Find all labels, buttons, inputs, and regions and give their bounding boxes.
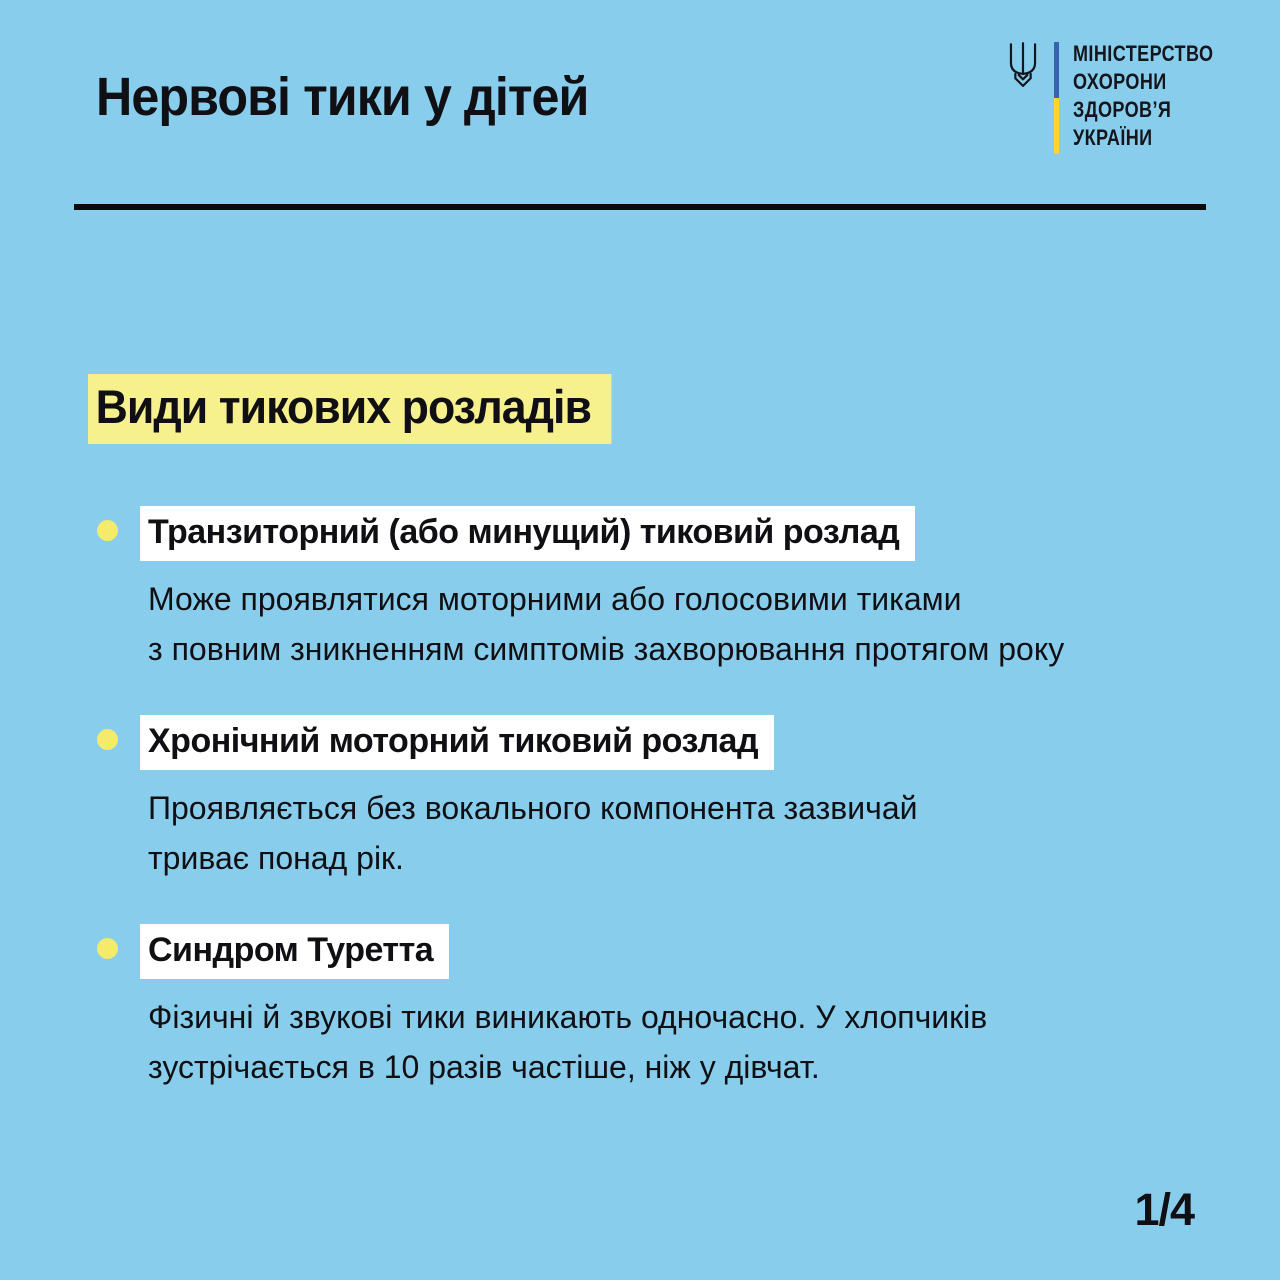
bullet-dot-icon <box>97 729 118 750</box>
list-item-tourette-syndrome <box>97 924 1207 1092</box>
item-body <box>148 992 1207 1092</box>
list-item-chronic-motor-tic <box>97 715 1207 883</box>
section-heading: Види тикових розладів <box>88 374 612 444</box>
item-body <box>148 574 1207 674</box>
item-body-line: Фізичні й звукові тики виникають одночасно. У хлопчиків <box>148 999 988 1035</box>
item-heading: Транзиторний (або минущий) тиковий розлад <box>140 506 915 561</box>
page-title: Нервові тики у дітей <box>96 67 589 127</box>
ministry-name <box>1073 40 1213 154</box>
bullet-dot-icon <box>97 938 118 959</box>
item-body <box>148 783 1207 883</box>
ministry-line: ЗДОРОВ’Я <box>1073 97 1172 122</box>
ukraine-trident-icon <box>1004 41 1042 87</box>
item-body-line: зустрічається в 10 разів частіше, ніж у дівчат. <box>148 1049 820 1085</box>
ministry-line: УКРАЇНИ <box>1073 125 1153 150</box>
list-item-transient-tic <box>97 506 1207 674</box>
bullet-dot-icon <box>97 520 118 541</box>
page-indicator: 1/4 <box>1134 1184 1194 1235</box>
ministry-logo <box>1004 38 1244 154</box>
header-divider <box>74 204 1206 210</box>
item-heading: Синдром Туретта <box>140 924 449 979</box>
flag-color-bar <box>1054 42 1059 154</box>
item-body-line: Проявляється без вокального компонента зазвичай <box>148 790 918 826</box>
item-body-line: з повним зникненням симптомів захворювання протягом року <box>148 631 1065 667</box>
disorder-list <box>97 506 1207 1133</box>
item-heading: Хронічний моторний тиковий розлад <box>140 715 774 770</box>
ministry-line: МІНІСТЕРСТВО <box>1073 41 1214 66</box>
ministry-line: ОХОРОНИ <box>1073 69 1167 94</box>
item-body-line: Може проявлятися моторними або голосовими тиками <box>148 581 962 617</box>
item-body-line: триває понад рік. <box>148 840 404 876</box>
